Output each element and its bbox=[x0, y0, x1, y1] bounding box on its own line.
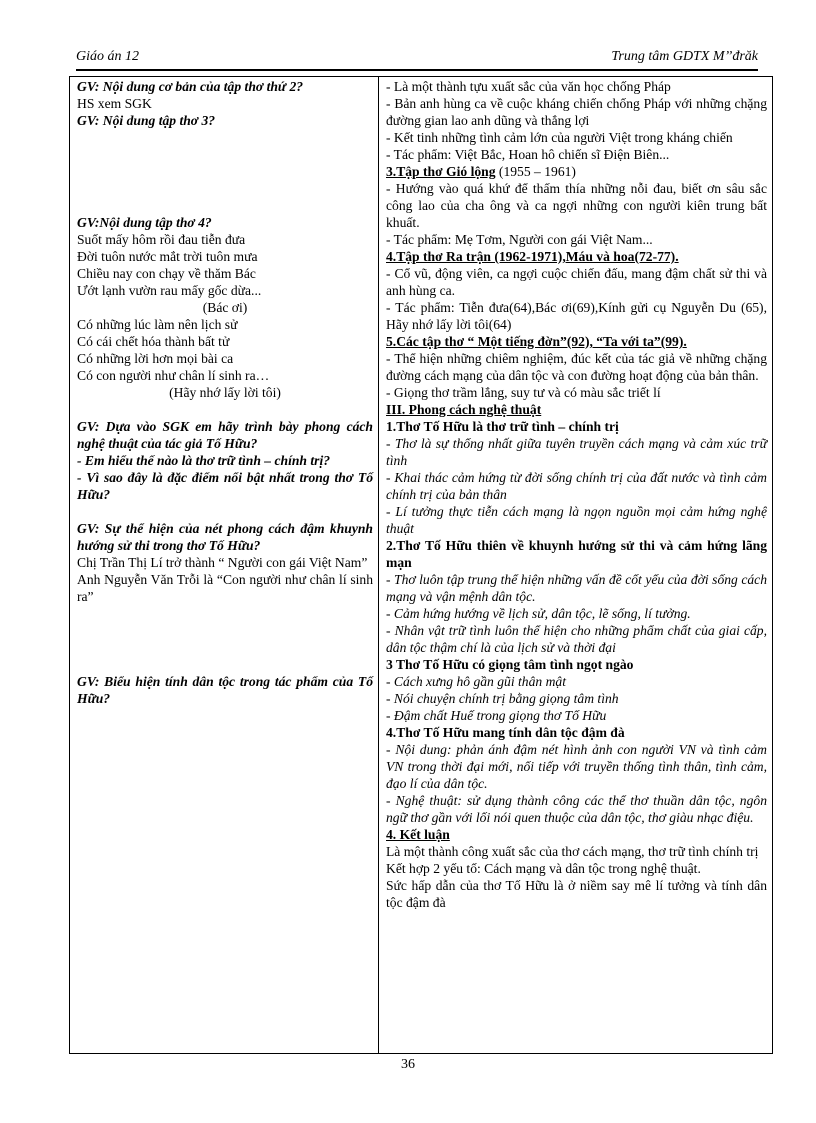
style-point: - Cách xưng hô gần gũi thân mật bbox=[386, 674, 566, 689]
lesson-table bbox=[69, 76, 773, 1054]
question-notable-feature: - Vì sao đây là đặc điểm nổi bật nhất trong thơ Tố Hữu? bbox=[77, 470, 373, 502]
content-line: - Kết tinh những tình cảm lớn của người Việt trong kháng chiến bbox=[386, 130, 733, 145]
poem-line: Đời tuôn nước mắt trời tuôn mưa bbox=[77, 249, 258, 264]
content-line: - Tác phẩm: Tiễn đưa(64),Bác ơi(69),Kính gửi cụ Nguyễn Du (65), Hãy nhớ lấy lời tôi(64) bbox=[386, 300, 767, 332]
style-point: - Nhân vật trữ tình luôn thể hiện cho những phẩm chất của giai cấp, dân tộc thậm chí là của lịch sử và thời đại bbox=[386, 623, 767, 655]
section-heading-iii: III. Phong cách nghệ thuật bbox=[386, 402, 542, 417]
content-line: - Bản anh hùng ca về cuộc kháng chiến chống Pháp với những chặng đường gian lao anh dũng và thắng lợi bbox=[386, 96, 767, 128]
poem-line: Có cái chết hóa thành bất tử bbox=[77, 334, 230, 349]
conclusion-line: Kết hợp 2 yếu tố: Cách mạng và dân tộc trong nghệ thuật. bbox=[386, 861, 701, 876]
content-line: - Thể hiện những chiêm nghiệm, đúc kết của tác giả về những chặng đường cách mạng của dân tộc và con đường hoạt động của bản thân. bbox=[386, 351, 767, 383]
question-collection-3: GV: Nội dung tập thơ 3? bbox=[77, 113, 216, 128]
question-collection-4: GV:Nội dung tập thơ 4? bbox=[77, 215, 212, 230]
poem-line: Suốt mấy hôm rồi đau tiễn đưa bbox=[77, 232, 246, 247]
conclusion-line: Sức hấp dẫn của thơ Tố Hữu là ở niềm say mê lí tưởng và tính dân tộc đậm đà bbox=[386, 878, 767, 910]
example-text: Chị Trần Thị Lí trở thành “ Người con gái Việt Nam” bbox=[77, 555, 368, 570]
style-point: - Khai thác cảm hứng từ đời sống chính trị của đất nước và tình cảm chính trị của bản thân bbox=[386, 470, 767, 502]
style-heading-3: 3 Thơ Tố Hữu có giọng tâm tình ngọt ngào bbox=[386, 657, 634, 672]
teacher-column bbox=[70, 77, 379, 1054]
poem-line: Ướt lạnh vườn rau mấy gốc dừa... bbox=[77, 283, 262, 298]
style-heading-4: 4.Thơ Tố Hữu mang tính dân tộc đậm đà bbox=[386, 725, 625, 740]
content-line: - Tác phẩm: Việt Bắc, Hoan hô chiến sĩ Điện Biên... bbox=[386, 147, 670, 162]
question-collection-2: GV: Nội dung cơ bản của tập thơ thứ 2? bbox=[77, 79, 304, 94]
page-header bbox=[76, 49, 758, 71]
section-heading-4: 4.Tập thơ Ra trận (1962-1971),Máu và hoa(72-77). bbox=[386, 249, 679, 264]
content-line: - Là một thành tựu xuất sắc của văn học chống Pháp bbox=[386, 79, 671, 94]
question-epic-tendency: GV: Sự thể hiện của nét phong cách đậm khuynh hướng sử thi trong thơ Tố Hữu? bbox=[77, 521, 373, 553]
style-point: - Lí tưởng thực tiễn cách mạng là ngọn nguồn mọi cảm hứng nghệ thuật bbox=[386, 504, 767, 536]
page-number: 36 bbox=[401, 1057, 415, 1072]
style-heading-2: 2.Thơ Tố Hữu thiên về khuynh hướng sử thi và cảm hứng lãng mạn bbox=[386, 538, 767, 570]
style-point: - Đậm chất Huế trong giọng thơ Tố Hữu bbox=[386, 708, 607, 723]
question-national-character: GV: Biểu hiện tính dân tộc trong tác phẩm của Tố Hữu? bbox=[77, 674, 373, 706]
content-line: - Giọng thơ trầm lắng, suy tư và có màu sắc triết lí bbox=[386, 385, 661, 400]
poem-source: (Bác ơi) bbox=[202, 300, 248, 315]
section-heading-3: 3.Tập thơ Gió lộng (1955 – 1961) bbox=[386, 164, 576, 179]
table-row bbox=[70, 77, 773, 1054]
content-line: - Hướng vào quá khứ để thấm thía những nỗi đau, biết ơn sâu sắc công lao của cha ông và ca ngợi những con người kiên trung bất khuất. bbox=[386, 181, 767, 230]
style-point: - Nghệ thuật: sử dụng thành công các thể thơ thuần dân tộc, ngôn ngữ thơ gần với lối nói quen thuộc của dân tộc, thơ giàu nhạc điệu. bbox=[386, 793, 767, 825]
style-point: - Thơ là sự thống nhất giữa tuyên truyền cách mạng và cảm xúc trữ tình bbox=[386, 436, 767, 468]
section-heading-5: 5.Các tập thơ “ Một tiếng đờn”(92), “Ta với ta”(99). bbox=[386, 334, 687, 349]
poem-line: Có con người như chân lí sinh ra… bbox=[77, 368, 270, 383]
content-column bbox=[379, 77, 773, 1054]
style-heading-1: 1.Thơ Tố Hữu là thơ trữ tình – chính trị bbox=[386, 419, 619, 434]
example-text: Anh Nguyễn Văn Trỗi là “Con người như chân lí sinh ra” bbox=[77, 572, 373, 604]
content-line: - Tác phẩm: Mẹ Tơm, Người con gái Việt Nam... bbox=[386, 232, 653, 247]
conclusion-heading: 4. Kết luận bbox=[386, 827, 450, 842]
style-point: - Nội dung: phản ánh đậm nét hình ảnh con người VN và tình cảm VN trong thời đại mới, nối tiếp với truyền thống tình thân, tình cảm, đạo lí của dân tộc. bbox=[386, 742, 767, 791]
question-style: GV: Dựa vào SGK em hãy trình bày phong cách nghệ thuật của tác giả Tố Hữu? bbox=[77, 419, 373, 451]
poem-line: Có những lời hơn mọi bài ca bbox=[77, 351, 234, 366]
header-center: Trung tâm GDTX M’’đrăk bbox=[611, 49, 758, 64]
conclusion-line: Là một thành công xuất sắc của thơ cách mạng, thơ trữ tình chính trị bbox=[386, 844, 759, 859]
question-lyric-political: - Em hiểu thế nào là thơ trữ tình – chính trị? bbox=[77, 453, 331, 468]
content-line: - Cổ vũ, động viên, ca ngợi cuộc chiến đấu, mang đậm chất sử thi và anh hùng ca. bbox=[386, 266, 767, 298]
header-course: Giáo án 12 bbox=[76, 49, 139, 64]
style-point: - Cảm hứng hướng về lịch sử, dân tộc, lẽ sống, lí tưởng. bbox=[386, 606, 691, 621]
poem-source: (Hãy nhớ lấy lời tôi) bbox=[169, 385, 281, 400]
style-point: - Nói chuyện chính trị bằng giọng tâm tình bbox=[386, 691, 619, 706]
student-instruction: HS xem SGK bbox=[77, 96, 152, 111]
poem-line: Chiều nay con chạy về thăm Bác bbox=[77, 266, 256, 281]
poem-line: Có những lúc làm nên lịch sử bbox=[77, 317, 238, 332]
style-point: - Thơ luôn tập trung thể hiện những vấn đề cốt yếu của đời sống cách mạng và vận mệnh dân tộc. bbox=[386, 572, 767, 604]
